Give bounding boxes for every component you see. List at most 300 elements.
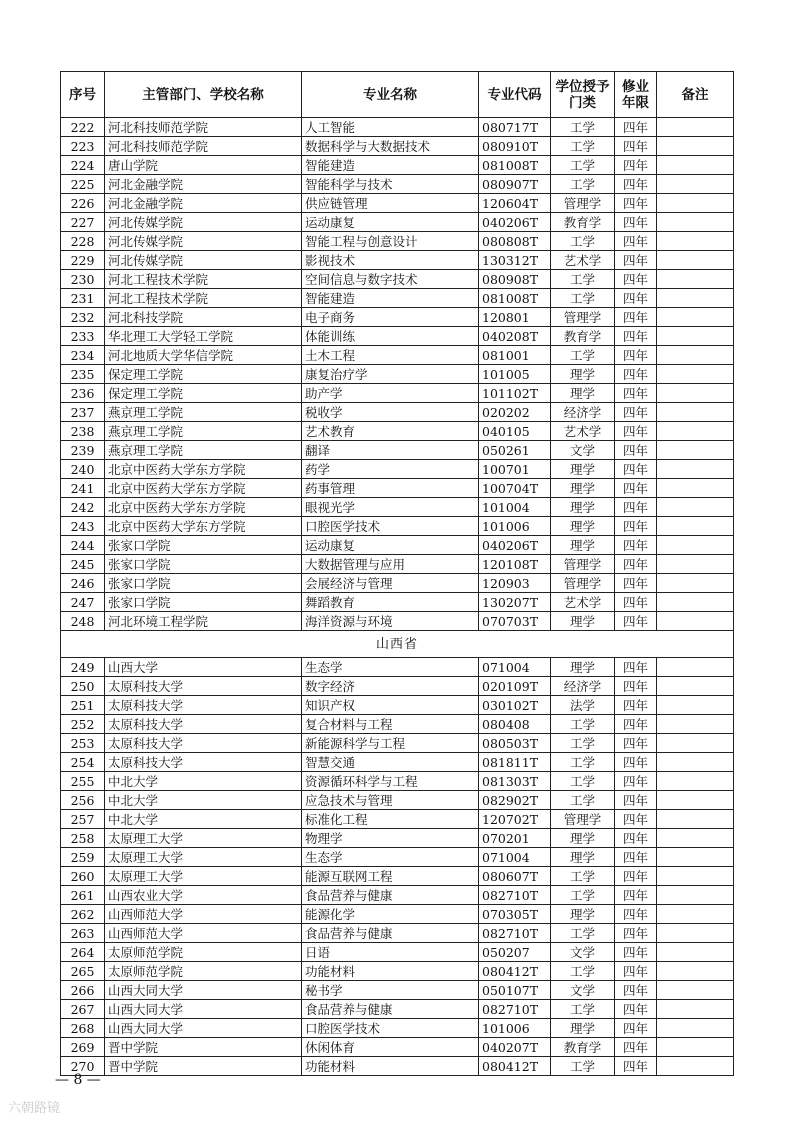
table-row xyxy=(61,734,734,753)
cell-no: 264 xyxy=(61,943,105,962)
cell-school: 太原师范学院 xyxy=(105,962,302,981)
cell-school: 河北科技师范学院 xyxy=(105,118,302,137)
cell-code: 120702T xyxy=(479,810,551,829)
cell-major: 资源循环科学与工程 xyxy=(302,772,479,791)
cell-years: 四年 xyxy=(615,460,657,479)
cell-major: 体能训练 xyxy=(302,327,479,346)
cell-code: 080408 xyxy=(479,715,551,734)
cell-note xyxy=(657,1038,734,1057)
header-row xyxy=(61,72,734,118)
cell-note xyxy=(657,1000,734,1019)
cell-code: 040105 xyxy=(479,422,551,441)
cell-years: 四年 xyxy=(615,1038,657,1057)
cell-years: 四年 xyxy=(615,137,657,156)
table-row xyxy=(61,1057,734,1076)
cell-major: 海洋资源与环境 xyxy=(302,612,479,631)
cell-note xyxy=(657,715,734,734)
cell-note xyxy=(657,734,734,753)
cell-school: 河北工程技术学院 xyxy=(105,270,302,289)
cell-note xyxy=(657,924,734,943)
cell-years: 四年 xyxy=(615,441,657,460)
cell-degree: 理学 xyxy=(551,517,615,536)
cell-school: 河北科技师范学院 xyxy=(105,137,302,156)
cell-major: 数字经济 xyxy=(302,677,479,696)
cell-school: 北京中医药大学东方学院 xyxy=(105,479,302,498)
cell-school: 中北大学 xyxy=(105,810,302,829)
table-row xyxy=(61,213,734,232)
cell-major: 助产学 xyxy=(302,384,479,403)
cell-note xyxy=(657,962,734,981)
cell-code: 120108T xyxy=(479,555,551,574)
cell-years: 四年 xyxy=(615,232,657,251)
cell-major: 能源化学 xyxy=(302,905,479,924)
cell-code: 082710T xyxy=(479,1000,551,1019)
cell-school: 保定理工学院 xyxy=(105,365,302,384)
cell-code: 082710T xyxy=(479,924,551,943)
cell-note xyxy=(657,365,734,384)
cell-no: 270 xyxy=(61,1057,105,1076)
cell-note xyxy=(657,943,734,962)
cell-no: 228 xyxy=(61,232,105,251)
table-row xyxy=(61,981,734,1000)
cell-no: 266 xyxy=(61,981,105,1000)
cell-degree: 工学 xyxy=(551,346,615,365)
table-row xyxy=(61,441,734,460)
cell-no: 245 xyxy=(61,555,105,574)
province-label: 山西省 xyxy=(61,631,734,658)
table-row xyxy=(61,677,734,696)
cell-years: 四年 xyxy=(615,905,657,924)
cell-school: 张家口学院 xyxy=(105,574,302,593)
cell-no: 249 xyxy=(61,658,105,677)
cell-code: 050207 xyxy=(479,943,551,962)
cell-years: 四年 xyxy=(615,1057,657,1076)
cell-note xyxy=(657,175,734,194)
cell-school: 山西大学 xyxy=(105,658,302,677)
cell-years: 四年 xyxy=(615,270,657,289)
cell-degree: 理学 xyxy=(551,905,615,924)
cell-no: 261 xyxy=(61,886,105,905)
cell-major: 康复治疗学 xyxy=(302,365,479,384)
cell-major: 电子商务 xyxy=(302,308,479,327)
cell-no: 255 xyxy=(61,772,105,791)
cell-school: 太原理工大学 xyxy=(105,867,302,886)
cell-major: 艺术教育 xyxy=(302,422,479,441)
cell-school: 中北大学 xyxy=(105,772,302,791)
table-row xyxy=(61,308,734,327)
cell-no: 231 xyxy=(61,289,105,308)
cell-degree: 工学 xyxy=(551,886,615,905)
cell-code: 070305T xyxy=(479,905,551,924)
cell-years: 四年 xyxy=(615,715,657,734)
cell-degree: 理学 xyxy=(551,658,615,677)
table-row xyxy=(61,715,734,734)
table-row xyxy=(61,137,734,156)
table-row xyxy=(61,593,734,612)
cell-no: 232 xyxy=(61,308,105,327)
cell-code: 080908T xyxy=(479,270,551,289)
cell-no: 230 xyxy=(61,270,105,289)
watermark: 六朝路镜 xyxy=(8,1101,61,1116)
cell-major: 数据科学与大数据技术 xyxy=(302,137,479,156)
cell-degree: 工学 xyxy=(551,772,615,791)
cell-years: 四年 xyxy=(615,479,657,498)
cell-school: 河北金融学院 xyxy=(105,194,302,213)
table-row xyxy=(61,791,734,810)
cell-note xyxy=(657,270,734,289)
cell-note xyxy=(657,791,734,810)
cell-code: 020109T xyxy=(479,677,551,696)
cell-note xyxy=(657,593,734,612)
cell-no: 244 xyxy=(61,536,105,555)
cell-code: 101004 xyxy=(479,498,551,517)
cell-major: 食品营养与健康 xyxy=(302,1000,479,1019)
cell-degree: 工学 xyxy=(551,715,615,734)
cell-years: 四年 xyxy=(615,175,657,194)
cell-major: 新能源科学与工程 xyxy=(302,734,479,753)
cell-no: 237 xyxy=(61,403,105,422)
cell-degree: 管理学 xyxy=(551,555,615,574)
table-row xyxy=(61,403,734,422)
table-row xyxy=(61,536,734,555)
cell-years: 四年 xyxy=(615,848,657,867)
cell-major: 运动康复 xyxy=(302,536,479,555)
cell-school: 太原理工大学 xyxy=(105,848,302,867)
cell-code: 050261 xyxy=(479,441,551,460)
cell-no: 268 xyxy=(61,1019,105,1038)
cell-major: 翻译 xyxy=(302,441,479,460)
cell-major: 应急技术与管理 xyxy=(302,791,479,810)
cell-major: 物理学 xyxy=(302,829,479,848)
cell-major: 能源互联网工程 xyxy=(302,867,479,886)
cell-no: 260 xyxy=(61,867,105,886)
cell-code: 080607T xyxy=(479,867,551,886)
cell-code: 081008T xyxy=(479,289,551,308)
cell-degree: 教育学 xyxy=(551,213,615,232)
cell-school: 河北金融学院 xyxy=(105,175,302,194)
cell-degree: 工学 xyxy=(551,867,615,886)
cell-no: 269 xyxy=(61,1038,105,1057)
cell-school: 张家口学院 xyxy=(105,536,302,555)
header-school: 主管部门、学校名称 xyxy=(105,72,302,118)
table-row xyxy=(61,658,734,677)
cell-no: 254 xyxy=(61,753,105,772)
cell-major: 标准化工程 xyxy=(302,810,479,829)
cell-degree: 法学 xyxy=(551,696,615,715)
cell-major: 税收学 xyxy=(302,403,479,422)
cell-years: 四年 xyxy=(615,772,657,791)
table-row xyxy=(61,1019,734,1038)
cell-no: 238 xyxy=(61,422,105,441)
cell-code: 081008T xyxy=(479,156,551,175)
cell-degree: 管理学 xyxy=(551,308,615,327)
cell-note xyxy=(657,137,734,156)
table-row xyxy=(61,251,734,270)
cell-school: 燕京理工学院 xyxy=(105,441,302,460)
cell-code: 040208T xyxy=(479,327,551,346)
cell-years: 四年 xyxy=(615,886,657,905)
cell-years: 四年 xyxy=(615,498,657,517)
cell-major: 药事管理 xyxy=(302,479,479,498)
cell-major: 食品营养与健康 xyxy=(302,924,479,943)
cell-major: 秘书学 xyxy=(302,981,479,1000)
table-row xyxy=(61,1000,734,1019)
cell-years: 四年 xyxy=(615,327,657,346)
cell-years: 四年 xyxy=(615,422,657,441)
cell-note xyxy=(657,886,734,905)
cell-code: 081811T xyxy=(479,753,551,772)
table-row xyxy=(61,810,734,829)
cell-degree: 工学 xyxy=(551,1057,615,1076)
table-row xyxy=(61,574,734,593)
cell-degree: 理学 xyxy=(551,498,615,517)
cell-school: 保定理工学院 xyxy=(105,384,302,403)
cell-no: 236 xyxy=(61,384,105,403)
cell-code: 101102T xyxy=(479,384,551,403)
cell-degree: 文学 xyxy=(551,441,615,460)
cell-years: 四年 xyxy=(615,612,657,631)
cell-degree: 工学 xyxy=(551,137,615,156)
cell-no: 247 xyxy=(61,593,105,612)
table-row xyxy=(61,365,734,384)
cell-note xyxy=(657,848,734,867)
cell-no: 256 xyxy=(61,791,105,810)
cell-note xyxy=(657,346,734,365)
cell-code: 080808T xyxy=(479,232,551,251)
cell-degree: 理学 xyxy=(551,460,615,479)
cell-degree: 理学 xyxy=(551,848,615,867)
cell-no: 240 xyxy=(61,460,105,479)
cell-note xyxy=(657,905,734,924)
cell-degree: 理学 xyxy=(551,1019,615,1038)
cell-years: 四年 xyxy=(615,403,657,422)
cell-note xyxy=(657,289,734,308)
cell-code: 070201 xyxy=(479,829,551,848)
table-row xyxy=(61,422,734,441)
cell-school: 燕京理工学院 xyxy=(105,403,302,422)
cell-major: 眼视光学 xyxy=(302,498,479,517)
cell-school: 北京中医药大学东方学院 xyxy=(105,517,302,536)
cell-years: 四年 xyxy=(615,308,657,327)
cell-degree: 工学 xyxy=(551,232,615,251)
cell-school: 河北地质大学华信学院 xyxy=(105,346,302,365)
cell-code: 080910T xyxy=(479,137,551,156)
cell-note xyxy=(657,772,734,791)
cell-degree: 艺术学 xyxy=(551,422,615,441)
table-row xyxy=(61,270,734,289)
cell-note xyxy=(657,1019,734,1038)
cell-degree: 工学 xyxy=(551,118,615,137)
cell-no: 235 xyxy=(61,365,105,384)
cell-note xyxy=(657,677,734,696)
cell-major: 智慧交通 xyxy=(302,753,479,772)
cell-note xyxy=(657,460,734,479)
cell-years: 四年 xyxy=(615,289,657,308)
cell-note xyxy=(657,498,734,517)
cell-major: 知识产权 xyxy=(302,696,479,715)
table-row xyxy=(61,498,734,517)
cell-no: 233 xyxy=(61,327,105,346)
cell-code: 080717T xyxy=(479,118,551,137)
cell-code: 101006 xyxy=(479,1019,551,1038)
cell-degree: 工学 xyxy=(551,734,615,753)
cell-no: 253 xyxy=(61,734,105,753)
cell-code: 100701 xyxy=(479,460,551,479)
cell-note xyxy=(657,308,734,327)
cell-major: 药学 xyxy=(302,460,479,479)
cell-note xyxy=(657,118,734,137)
cell-code: 030102T xyxy=(479,696,551,715)
cell-major: 生态学 xyxy=(302,658,479,677)
header-note: 备注 xyxy=(657,72,734,118)
cell-school: 太原科技大学 xyxy=(105,696,302,715)
cell-school: 河北环境工程学院 xyxy=(105,612,302,631)
table-row xyxy=(61,905,734,924)
cell-code: 080907T xyxy=(479,175,551,194)
cell-degree: 理学 xyxy=(551,479,615,498)
cell-major: 会展经济与管理 xyxy=(302,574,479,593)
cell-degree: 工学 xyxy=(551,791,615,810)
cell-years: 四年 xyxy=(615,517,657,536)
cell-code: 080412T xyxy=(479,962,551,981)
cell-degree: 工学 xyxy=(551,924,615,943)
cell-major: 口腔医学技术 xyxy=(302,517,479,536)
cell-school: 太原科技大学 xyxy=(105,715,302,734)
cell-degree: 理学 xyxy=(551,536,615,555)
cell-years: 四年 xyxy=(615,574,657,593)
cell-major: 舞蹈教育 xyxy=(302,593,479,612)
table-row xyxy=(61,696,734,715)
cell-years: 四年 xyxy=(615,194,657,213)
cell-years: 四年 xyxy=(615,753,657,772)
cell-degree: 经济学 xyxy=(551,403,615,422)
cell-major: 智能建造 xyxy=(302,289,479,308)
cell-degree: 工学 xyxy=(551,753,615,772)
cell-years: 四年 xyxy=(615,1019,657,1038)
table-row xyxy=(61,848,734,867)
cell-major: 功能材料 xyxy=(302,1057,479,1076)
cell-major: 大数据管理与应用 xyxy=(302,555,479,574)
cell-degree: 教育学 xyxy=(551,327,615,346)
header-major: 专业名称 xyxy=(302,72,479,118)
table-row xyxy=(61,517,734,536)
cell-note xyxy=(657,829,734,848)
table-row xyxy=(61,867,734,886)
cell-no: 227 xyxy=(61,213,105,232)
cell-no: 223 xyxy=(61,137,105,156)
table-row xyxy=(61,1038,734,1057)
cell-degree: 管理学 xyxy=(551,194,615,213)
cell-years: 四年 xyxy=(615,924,657,943)
table-row xyxy=(61,829,734,848)
cell-code: 120604T xyxy=(479,194,551,213)
cell-code: 130207T xyxy=(479,593,551,612)
cell-note xyxy=(657,658,734,677)
table-row xyxy=(61,232,734,251)
cell-note xyxy=(657,403,734,422)
table-row xyxy=(61,555,734,574)
cell-no: 234 xyxy=(61,346,105,365)
cell-school: 河北传媒学院 xyxy=(105,232,302,251)
cell-school: 北京中医药大学东方学院 xyxy=(105,460,302,479)
cell-school: 中北大学 xyxy=(105,791,302,810)
cell-note xyxy=(657,441,734,460)
cell-note xyxy=(657,555,734,574)
cell-degree: 文学 xyxy=(551,943,615,962)
cell-major: 生态学 xyxy=(302,848,479,867)
cell-school: 太原师范学院 xyxy=(105,943,302,962)
cell-code: 120801 xyxy=(479,308,551,327)
cell-major: 智能工程与创意设计 xyxy=(302,232,479,251)
header-degree: 学位授予门类 xyxy=(551,72,615,118)
cell-code: 081001 xyxy=(479,346,551,365)
cell-no: 257 xyxy=(61,810,105,829)
cell-school: 晋中学院 xyxy=(105,1038,302,1057)
cell-major: 日语 xyxy=(302,943,479,962)
cell-no: 263 xyxy=(61,924,105,943)
cell-note xyxy=(657,753,734,772)
cell-years: 四年 xyxy=(615,118,657,137)
table-row xyxy=(61,612,734,631)
cell-no: 226 xyxy=(61,194,105,213)
cell-years: 四年 xyxy=(615,810,657,829)
cell-note xyxy=(657,536,734,555)
cell-no: 248 xyxy=(61,612,105,631)
cell-school: 山西农业大学 xyxy=(105,886,302,905)
cell-note xyxy=(657,213,734,232)
table-row xyxy=(61,327,734,346)
table-row xyxy=(61,175,734,194)
cell-no: 246 xyxy=(61,574,105,593)
cell-years: 四年 xyxy=(615,791,657,810)
cell-school: 山西大同大学 xyxy=(105,1019,302,1038)
cell-major: 空间信息与数字技术 xyxy=(302,270,479,289)
cell-note xyxy=(657,696,734,715)
cell-school: 河北传媒学院 xyxy=(105,251,302,270)
cell-major: 口腔医学技术 xyxy=(302,1019,479,1038)
cell-note xyxy=(657,612,734,631)
header-years: 修业年限 xyxy=(615,72,657,118)
cell-school: 唐山学院 xyxy=(105,156,302,175)
table-row xyxy=(61,479,734,498)
cell-major: 供应链管理 xyxy=(302,194,479,213)
cell-major: 智能建造 xyxy=(302,156,479,175)
cell-code: 040206T xyxy=(479,213,551,232)
cell-code: 081303T xyxy=(479,772,551,791)
cell-years: 四年 xyxy=(615,213,657,232)
cell-no: 224 xyxy=(61,156,105,175)
table-row xyxy=(61,753,734,772)
cell-note xyxy=(657,1057,734,1076)
table-row xyxy=(61,943,734,962)
cell-no: 222 xyxy=(61,118,105,137)
table-row xyxy=(61,384,734,403)
cell-degree: 理学 xyxy=(551,384,615,403)
cell-major: 运动康复 xyxy=(302,213,479,232)
cell-code: 130312T xyxy=(479,251,551,270)
header-no: 序号 xyxy=(61,72,105,118)
cell-no: 239 xyxy=(61,441,105,460)
cell-code: 082902T xyxy=(479,791,551,810)
cell-degree: 管理学 xyxy=(551,810,615,829)
cell-no: 251 xyxy=(61,696,105,715)
table-row xyxy=(61,289,734,308)
cell-degree: 教育学 xyxy=(551,1038,615,1057)
cell-years: 四年 xyxy=(615,734,657,753)
cell-no: 262 xyxy=(61,905,105,924)
cell-years: 四年 xyxy=(615,658,657,677)
cell-years: 四年 xyxy=(615,677,657,696)
